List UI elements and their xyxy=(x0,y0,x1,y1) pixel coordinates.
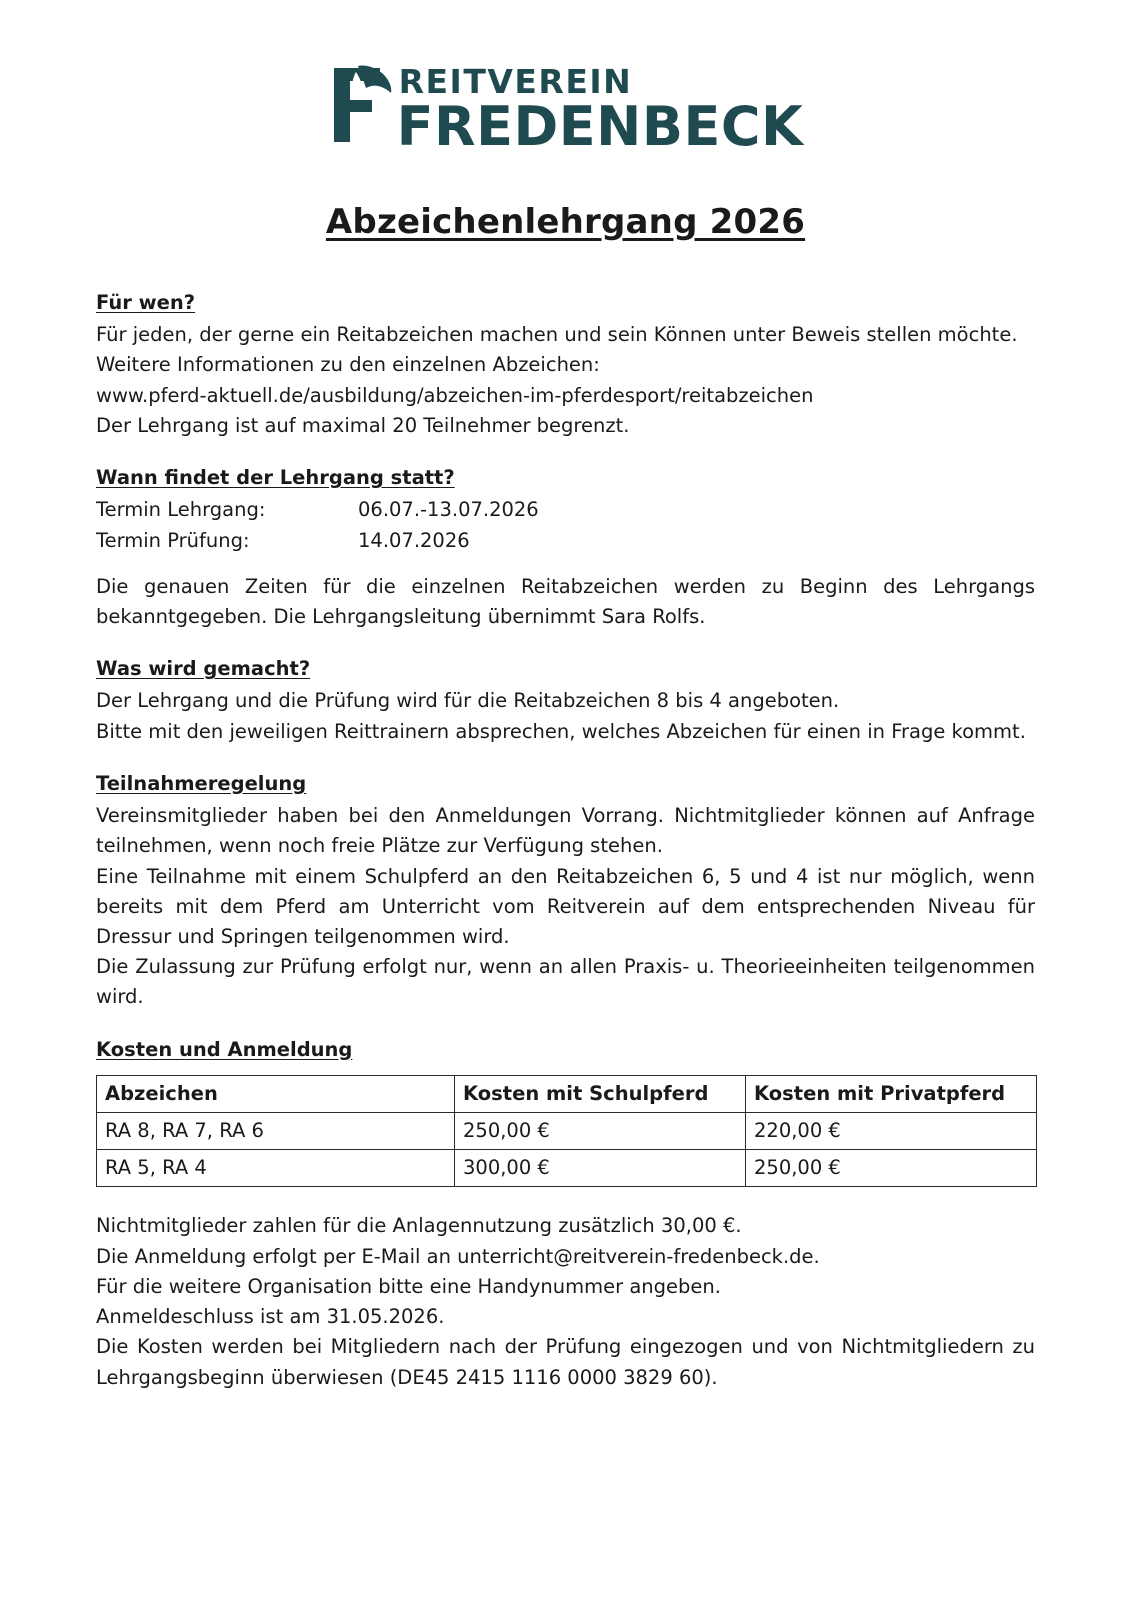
text-line: Nichtmitglieder zahlen für die Anlagennutzung zusätzlich 30,00 €. xyxy=(96,1214,742,1238)
table-cell: RA 5, RA 4 xyxy=(97,1150,455,1187)
section-heading-wann: Wann findet der Lehrgang statt? xyxy=(96,466,455,490)
date-row xyxy=(96,526,1035,556)
section-heading-kosten: Kosten und Anmeldung xyxy=(96,1037,353,1061)
paragraph-closing: Die Kosten werden bei Mitgliedern nach der Prüfung eingezogen und von Nichtmitgliedern zu Lehrgangsbeginn überwiesen (DE45 2415 1116 0000 3829 60). xyxy=(96,1335,1035,1389)
table-header-cell: Kosten mit Privatpferd xyxy=(746,1075,1037,1112)
table-header-row xyxy=(97,1075,1037,1112)
section-kosten-und-anmeldung xyxy=(96,1035,1035,1393)
page-title: Abzeichenlehrgang 2026 xyxy=(325,202,806,242)
club-logo xyxy=(328,62,804,158)
logo-block xyxy=(96,0,1035,158)
table-cell: RA 8, RA 7, RA 6 xyxy=(97,1113,455,1150)
section-heading-fuer-wen: Für wen? xyxy=(96,291,196,314)
date-value: 06.07.-13.07.2026 xyxy=(358,498,539,522)
text-line: Weitere Informationen zu den einzelnen Abzeichen: xyxy=(96,353,600,377)
date-value: 14.07.2026 xyxy=(358,528,470,552)
section-wann xyxy=(96,463,1035,632)
text-line: Der Lehrgang ist auf maximal 20 Teilnehmer begrenzt. xyxy=(96,413,630,437)
spacer xyxy=(96,556,1035,572)
table-cell: 250,00 € xyxy=(455,1113,746,1150)
table-header-cell: Abzeichen xyxy=(97,1075,455,1112)
website-url: www.pferd-aktuell.de/ausbildung/abzeichen-im-pferdesport/reitabzeichen xyxy=(96,383,814,407)
paragraph: Die genauen Zeiten für die einzelnen Reitabzeichen werden zu Beginn des Lehrgangs bekanntgegeben. Die Lehrgangsleitung übernimmt Sara Rolfs. xyxy=(96,574,1035,628)
section-was-wird-gemacht xyxy=(96,654,1035,747)
section-fuer-wen xyxy=(96,288,1035,441)
document-body xyxy=(96,288,1035,1393)
date-label: Termin Prüfung: xyxy=(96,528,250,552)
logo-line-fredenbeck: FREDENBECK xyxy=(396,95,804,158)
paragraph: Eine Teilnahme mit einem Schulpferd an den Reitabzeichen 6, 5 und 4 ist nur möglich, wenn bereits mit dem Pferd am Unterricht vom Reitverein auf dem entsprechenden Niveau für Dressur und Springen teilgenommen wird. xyxy=(96,864,1035,948)
text-line: Bitte mit den jeweiligen Reittrainern absprechen, welches Abzeichen für einen in Frage kommt. xyxy=(96,719,1026,743)
paragraph: Die Zulassung zur Prüfung erfolgt nur, wenn an allen Praxis- u. Theorieeinheiten teilgenommen wird. xyxy=(96,955,1035,1009)
logo-line-reitverein: REITVEREIN xyxy=(398,62,633,101)
cost-notes xyxy=(96,1211,1035,1392)
text-line: Anmeldeschluss ist am 31.05.2026. xyxy=(96,1305,445,1329)
text-line: Für die weitere Organisation bitte eine Handynummer angeben. xyxy=(96,1274,721,1298)
section-heading-was: Was wird gemacht? xyxy=(96,657,311,681)
text-line: Der Lehrgang und die Prüfung wird für die Reitabzeichen 8 bis 4 angeboten. xyxy=(96,689,840,713)
table-row xyxy=(97,1150,1037,1187)
paragraph: Vereinsmitglieder haben bei den Anmeldungen Vorrang. Nichtmitglieder können auf Anfrage teilnehmen, wenn noch freie Plätze zur Verfügung stehen. xyxy=(96,804,1035,858)
section-teilnahmeregelung xyxy=(96,769,1035,1013)
table-cell: 300,00 € xyxy=(455,1150,746,1187)
cost-table xyxy=(96,1075,1037,1188)
horse-head-f-icon xyxy=(328,62,394,146)
text-line: Für jeden, der gerne ein Reitabzeichen machen und sein Können unter Beweis stellen möchte. xyxy=(96,323,1018,347)
logo-text xyxy=(396,62,804,158)
table-cell: 220,00 € xyxy=(746,1113,1037,1150)
table-row xyxy=(97,1113,1037,1150)
table-header-cell: Kosten mit Schulpferd xyxy=(455,1075,746,1112)
date-label: Termin Lehrgang: xyxy=(96,498,266,522)
date-row xyxy=(96,495,1035,525)
section-heading-teilnahme: Teilnahmeregelung xyxy=(96,771,307,795)
email-line: Die Anmeldung erfolgt per E-Mail an unterricht@reitverein-fredenbeck.de. xyxy=(96,1244,820,1268)
table-cell: 250,00 € xyxy=(746,1150,1037,1187)
